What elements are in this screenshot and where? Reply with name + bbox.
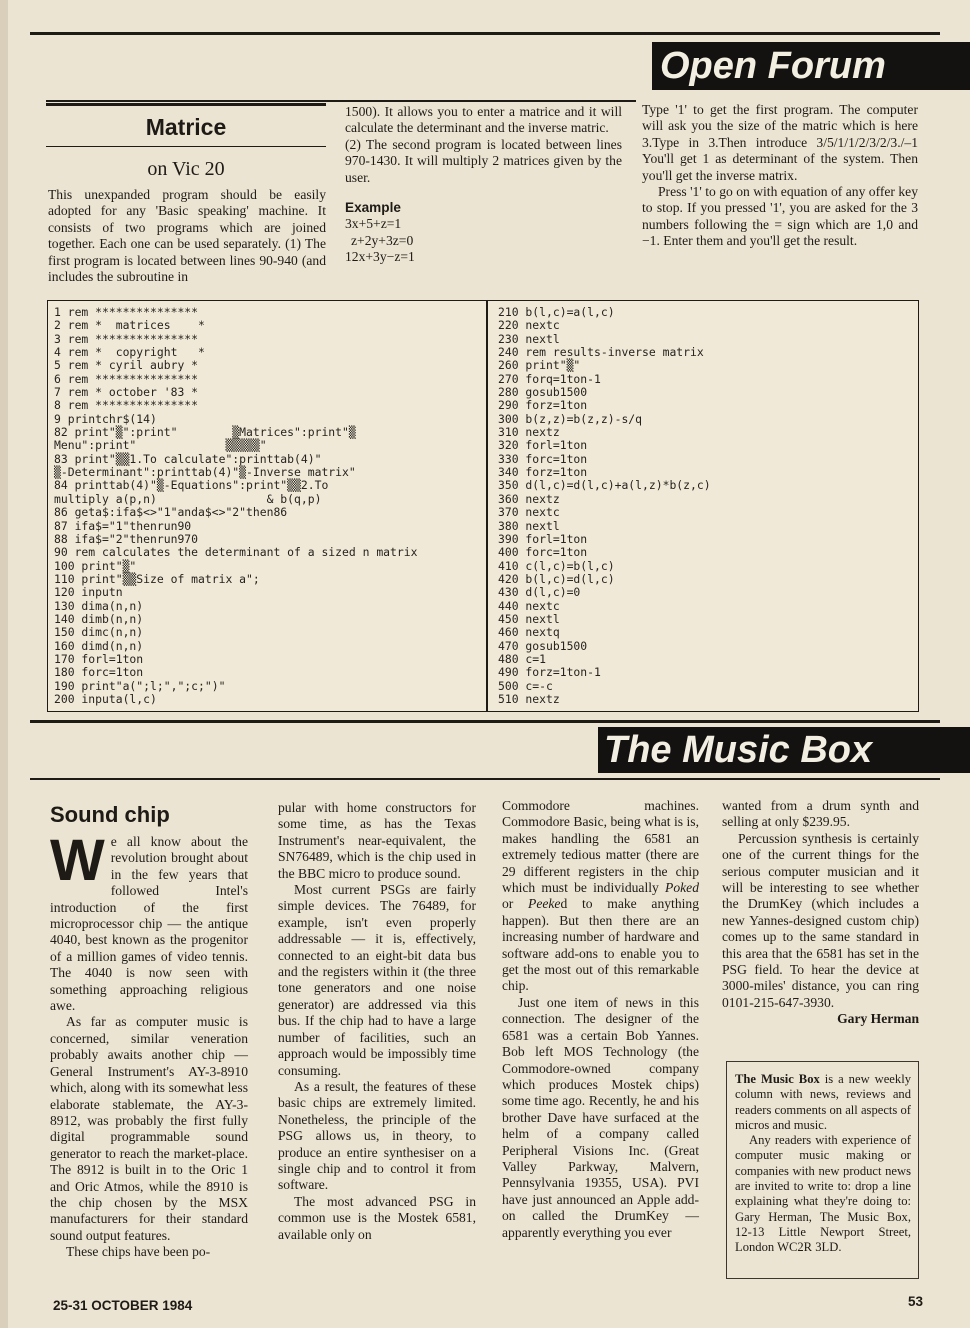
- music-paragraph: Most current PSGs are fairly simple devices. The 76489, for example, isn't even properly addressable — it is, effectively, connected to an eight-bit data bus and the registers within it (the three tone generators and one noise generator) are addressed via this bus. If the chip had to have a large number of facilities, such an approach would be impossibly time consuming.: [278, 882, 476, 1078]
- music-column-1: [50, 828, 248, 1261]
- code-listing-right: 210 b(l,c)=a(l,c) 220 nextc 230 nextl 240 rem results-inverse matrix 260 print"▒" 270 forq=1ton-1 280 gosub1500 290 forz=1ton 300 b(z,z)=b(z,z)-s/q 310 nextz 320 forl=1ton 330 forc=1ton 340 forz=1ton 350 d(l,c)=d(l,c)+a(l,z)*b(z,c) 360 nextz 370 nextc 380 nextl 390 forl=1ton 400 forc=1ton 410 c(l,c)=b(l,c) 420 b(l,c)=d(l,c) 430 d(l,c)=0 440 nextc 450 nextl 460 nextq 470 gosub1500 480 c=1 490 forz=1ton-1 500 c=-c 510 nextz: [498, 305, 711, 706]
- music-column-2: [278, 800, 476, 1243]
- music-section-rule: [30, 778, 940, 780]
- matrice-paragraph: This unexpanded program should be easily adopted for any 'Basic speaking' machine. It consists of two programs which are joined together. Each one can be used separately. (1) The first program is located between lines 90-940 (and includes the subroutine in: [48, 187, 326, 285]
- music-paragraph: wanted from a drum synth and selling at only $239.95.: [722, 798, 919, 830]
- music-top-rule: [30, 720, 940, 723]
- peeked-word: Peeke: [528, 896, 561, 912]
- music-paragraph: As far as computer music is concerned, similar veneration probably awaits another chip — General Instrument's AY-3-8910 which, along with its somewhat less elaborate stablemate, the AY-3-8912, was probably the first fully digital programmable sound generator to reach the market-place. The 8912 is built in to the Oric 1 and Oric Atmos, while the 8910 is the chip chosen by the MSX manufacturers for their standard sound output features.: [50, 1014, 248, 1243]
- matrice-title-underline: [46, 146, 326, 147]
- matrice-column-2: [345, 104, 622, 266]
- code-listing-left: 1 rem *************** 2 rem * matrices * 3 rem *************** 4 rem * copyright * 5 rem * cyril aubry * 6 rem *************** 7 rem * october '83 * 8 rem *************** 9 printchr$(14) 82 print"▒":print" ▒Matrices":print"▒ Menu":print" ▒▒▒▒▒" 83 print"▒▒1.To calculate":printtab(4)" ▒-Determinant":printtab(4)"▒-Inverse matrix" 84 printtab(4)"▒-Equations":print"▒▒2.To multiply a(p,n) & b(q,p) 86 geta$:ifa$<>"1"anda$<>"2"then86 87 ifa$="1"thenrun90 88 ifa$="2"thenrun970 90 rem calculates the determinant of a sized n matrix 100 print"▒" 110 print"▒▒Size of matrix a"; 120 inputn 130 dima(n,n) 140 dimb(n,n) 150 dimc(n,n) 160 dimd(n,n) 170 forl=1ton 180 forc=1ton 190 print"a(";l;",";c;")" 200 inputa(l,c): [54, 305, 418, 706]
- page-spine: [0, 0, 8, 1328]
- example-equation: 12x+3y−z=1: [345, 249, 415, 265]
- section-rule: [46, 100, 636, 102]
- music-paragraph: As a result, the features of these basic chips are extremely limited. Nonetheless, the principle of the PSG allows us, in theory, to produce an entire synthesiser on a single chip and to control it from software.: [278, 1078, 476, 1193]
- info-box-paragraph: Any readers with experience of computer music making or companies with new product news are invited to write to: drop a line explaining what they're doing to: Gary Herman, The Music Box, 12-13 Little Newport Street, London WC2R 3LD.: [735, 1133, 911, 1255]
- example-equation: 3x+5+z=1: [345, 216, 402, 232]
- music-paragraph: The most advanced PSG in common use is the Mostek 6581, available only on: [278, 1193, 476, 1242]
- matrice-subtitle: on Vic 20: [147, 158, 225, 180]
- music-paragraph: pular with home constructors for some time, as has the Texas Instrument's near-equivalent, the SN76489, which is the chip used in the BBC micro to produce sound.: [278, 800, 476, 881]
- poked-word: Poked: [665, 880, 699, 896]
- page-number: 53: [908, 1294, 924, 1309]
- matrice-title-rule: [46, 103, 326, 106]
- matrice-column-1: [48, 187, 326, 285]
- matrice-paragraph: Type '1' to get the first program. The computer will ask you the size of the matric which is here 3.Type in 3.Then introduce 3/5/1/1/2/3/2/3./–1 You'll get 1 as determinant of the system. Then you'll get the inverse matrix.: [642, 102, 918, 183]
- matrice-column-3: [642, 102, 918, 250]
- open-forum-banner: Open Forum: [652, 42, 970, 90]
- music-column-3: [502, 798, 699, 1241]
- top-rule: [30, 32, 940, 35]
- music-box-banner: The Music Box: [598, 727, 970, 773]
- sound-chip-title: Sound chip: [50, 802, 170, 827]
- drop-cap: W: [50, 828, 105, 893]
- info-box-name: The Music Box: [735, 1072, 820, 1086]
- matrice-paragraph: Press '1' to go on with equation of any offer key to stop. If you pressed '1', you are asked for the 3 numbers following the = sign which are 1,0 and −1. Enter them and you'll get the result.: [642, 184, 918, 249]
- music-box-info: The Music Box is a new weekly column with news, reviews and readers comments on all aspects of micros and music. Any readers with experience of computer music making or companies with new product news are invited to write to: drop a line explaining what they're doing to: Gary Herman, The Music Box, 12-13 Little Newport Street, London WC2R 3LD.: [726, 1061, 919, 1279]
- music-column-4: [722, 798, 919, 1028]
- matrice-title: Matrice: [145, 114, 227, 140]
- music-paragraph: e all know about the revolution brought about in the few years that followed Intel's introduction of the first microprocessor chip — the antique 4040, best known as the progenitor of a million games of video tennis. The 4040 is now seen with something approaching religious awe.: [50, 834, 248, 1014]
- music-paragraph: Just one item of news in this connection. The designer of the 6581 was a certain Bob Yannes. Bob left MOS Technology (the Commodore-owned company which produces Mostek chips) some time ago. Recently, he and his brother Dave have surfaced at the helm of a company called Peripheral Visions Inc. (Great Valley Parkway, Malvern, Pennsylvania 19355, USA). PVI have just announced an Apple add-on called the DrumKey — apparently everything you ever: [502, 994, 699, 1240]
- music-paragraph: Percussion synthesis is certainly one of the current things for the serious computer musician and it will be interesting to see whether the DrumKey (which includes a new Yannes-designed custom chip) comes up to the same standard in this area that the 6581 has set in the PSG field. To hear the device at 3000-miles' distance, you can ring 0101-215-647-3930.: [722, 830, 919, 1010]
- matrice-paragraph: (2) The second program is located between lines 970-1430. It will multiply 2 matrices given by the user.: [345, 136, 622, 185]
- author-byline: Gary Herman: [837, 1011, 919, 1027]
- matrice-paragraph: 1500). It allows you to enter a matrice and it will calculate the determinant and the inverse matric.: [345, 104, 622, 136]
- code-listing-divider: [486, 300, 488, 712]
- example-heading: Example: [345, 200, 401, 216]
- music-paragraph: Commodore machines. Commodore Basic, being what is is, makes handling the 6581 an extremely tedious matter (there are 29 different registers in the chip which must be individually Poked or Peeked to make anything happen). But then there are an increasing number of hardware and software add-ons to enable you to get the most out of this remarkable chip.: [502, 798, 699, 994]
- music-paragraph: These chips have been po-: [66, 1244, 211, 1260]
- issue-date: 25-31 OCTOBER 1984: [53, 1298, 193, 1313]
- example-equation: z+2y+3z=0: [351, 232, 414, 248]
